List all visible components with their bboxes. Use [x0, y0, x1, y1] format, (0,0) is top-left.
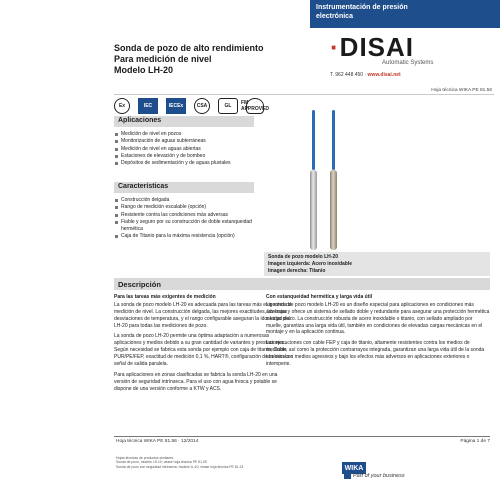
- description-right-column: [266, 294, 490, 372]
- category-banner: [310, 0, 500, 28]
- probe-titanium-icon: [330, 170, 337, 250]
- list-item: Construcción delgada: [114, 197, 269, 204]
- title-line-3: Modelo LH-20: [114, 64, 174, 75]
- phone: T. 962 448 450: [330, 72, 364, 78]
- tagline-text: Part of your business: [353, 472, 405, 479]
- note-line: Sonda de pozo con seguridad intrínseca, modelo IL-10; véase hoja técnica PE 81.23: [116, 464, 244, 469]
- certification-logos: [114, 98, 270, 114]
- cable-right-icon: [332, 110, 335, 170]
- wika-tagline: [344, 472, 405, 479]
- list-item: Fiable y seguro por su construcción de doble estanqueidad hermética: [114, 219, 269, 234]
- right-paragraph-2: Las ejecuciones con cable FEP y caja de titanio, altamente resistentes contra los medios de medición, así como la protección contrarrayos integrada, garantizan una larga vida útil de la sonda también con medios agresivos y bajo los efectos más adversos en aplicaciones exteriores o intemperie.: [266, 340, 485, 368]
- list-item: Estaciones de elevación y de bombeo: [114, 153, 269, 160]
- aplicaciones-list: [114, 131, 269, 167]
- left-paragraph-2: La sonda de pozo LH-20 permite una óptima adaptación a numerosas aplicaciones y medios debido a su gran cantidad de variantes y prestaciones. Según necesidad se fabrica esta sonda por ejemplo con caja de titanio, Cable PUR/PE/FEP, exactitud de medición 0,1 %, HART®, configuración de la escala o señal de salida paralela.: [114, 333, 294, 368]
- section-heading-descripcion: Descripción: [114, 278, 490, 290]
- list-item: Rango de medición escalable (opción): [114, 204, 269, 211]
- photo-caption: [264, 252, 490, 276]
- ex-icon: Ex: [114, 98, 130, 114]
- list-item: Monitorización de aguas subterráneas: [114, 138, 269, 145]
- document-title: [114, 43, 314, 76]
- header-divider: [114, 94, 494, 95]
- section-heading-aplicaciones: Aplicaciones: [114, 116, 254, 127]
- list-item: Depósitos de sedimentación y de aguas pluviales: [114, 160, 269, 167]
- caption-line-1: Sonda de pozo modelo LH-20: [268, 254, 339, 260]
- left-subheading: Para las tareas más exigentes de medición: [114, 294, 216, 300]
- title-line-1: Sonda de pozo de alto rendimiento: [114, 43, 264, 53]
- banner-line-1: Instrumentación de presión: [316, 4, 408, 11]
- caracteristicas-list: [114, 197, 269, 241]
- disai-logo: ·DISAI: [330, 32, 415, 62]
- left-paragraph-3: Para aplicaciones en zonas clasificadas se fabrica la sonda LH-20 en una versión de seguridad intrínseca. Para el uso con agua fresca y potable se dispone de una versión conforme a KTW y ACS.: [114, 371, 278, 392]
- iecex-icon: IECEx: [166, 98, 186, 114]
- gl-icon: GL: [218, 98, 238, 114]
- logo-subtitle: Automatic Systems: [382, 60, 434, 66]
- right-subheading: Con estanqueidad hermética y larga vida útil: [266, 294, 373, 300]
- right-paragraph-1: La sonda de pozo modelo LH-20 es un diseño especial para aplicaciones en condiciones más adversas y ofrece un sistema de sellado doble y redundante para asegurar una protección hermética a largo plazo. La construcción robusta de acero inoxidable o titanio, con sellado ampliado por muelle, garantiza una larga vida útil, también en condiciones de elevadas cargas mecánicas en el montaje y en la aplicación continua.: [266, 301, 490, 336]
- disai-logo-block: [330, 32, 490, 82]
- iec-icon: IEC: [138, 98, 158, 114]
- list-item: Medición de nivel en aguas abiertas: [114, 146, 269, 153]
- list-item: Medición de nivel en pozos: [114, 131, 269, 138]
- banner-line-2: electrónica: [316, 12, 353, 20]
- website-url[interactable]: www.disai.net: [367, 72, 401, 78]
- contact-line: T. 962 448 450 · www.disai.net: [330, 72, 401, 78]
- left-paragraph-1: La sonda de pozo modelo LH-20 es adecuada para las tareas más exigentes de medición de nivel. La construcción delgada, las mejores exactitudes, las bajas desviaciones de temperatura, y el rango configurable aseguran la idoneidad del LH-20 para todas las mediciones de pozo.: [114, 301, 292, 329]
- caption-line-2: Imagen izquierda: Acero inoxidable: [268, 260, 352, 267]
- sheet-reference: Hoja técnica WIKA PE 81.56: [431, 88, 492, 93]
- csa-icon: CSA: [194, 98, 210, 114]
- puzzle-piece-icon: [344, 472, 351, 479]
- page-number: Página 1 de 7: [460, 439, 490, 444]
- probe-stainless-icon: [310, 170, 317, 250]
- caption-line-3: Imagen derecha: Titanio: [268, 267, 326, 274]
- footer-divider: [114, 436, 490, 437]
- note-line: Hojas técnicas de productos similares:: [116, 456, 174, 460]
- list-item: Caja de Titanio para la máxima resistencia (opción): [114, 233, 269, 240]
- footer-sheet-info: Hoja técnica WIKA PE 81.56 · 12/2014: [116, 439, 199, 444]
- title-line-2: Para medición de nivel: [114, 53, 212, 64]
- cable-left-icon: [312, 110, 315, 170]
- note-line: Sonda de pozo, modelo LS-10; véase hoja técnica PE 81.09: [116, 460, 207, 465]
- section-heading-caracteristicas: Características: [114, 182, 254, 193]
- fm-approved-icon: FM APPROVED: [240, 100, 270, 112]
- product-photo: [264, 110, 364, 250]
- wika-logo: WIKA: [342, 462, 366, 474]
- related-sheets-notes: [116, 456, 243, 469]
- list-item: Resistente contra las condiciones más adversas: [114, 212, 269, 219]
